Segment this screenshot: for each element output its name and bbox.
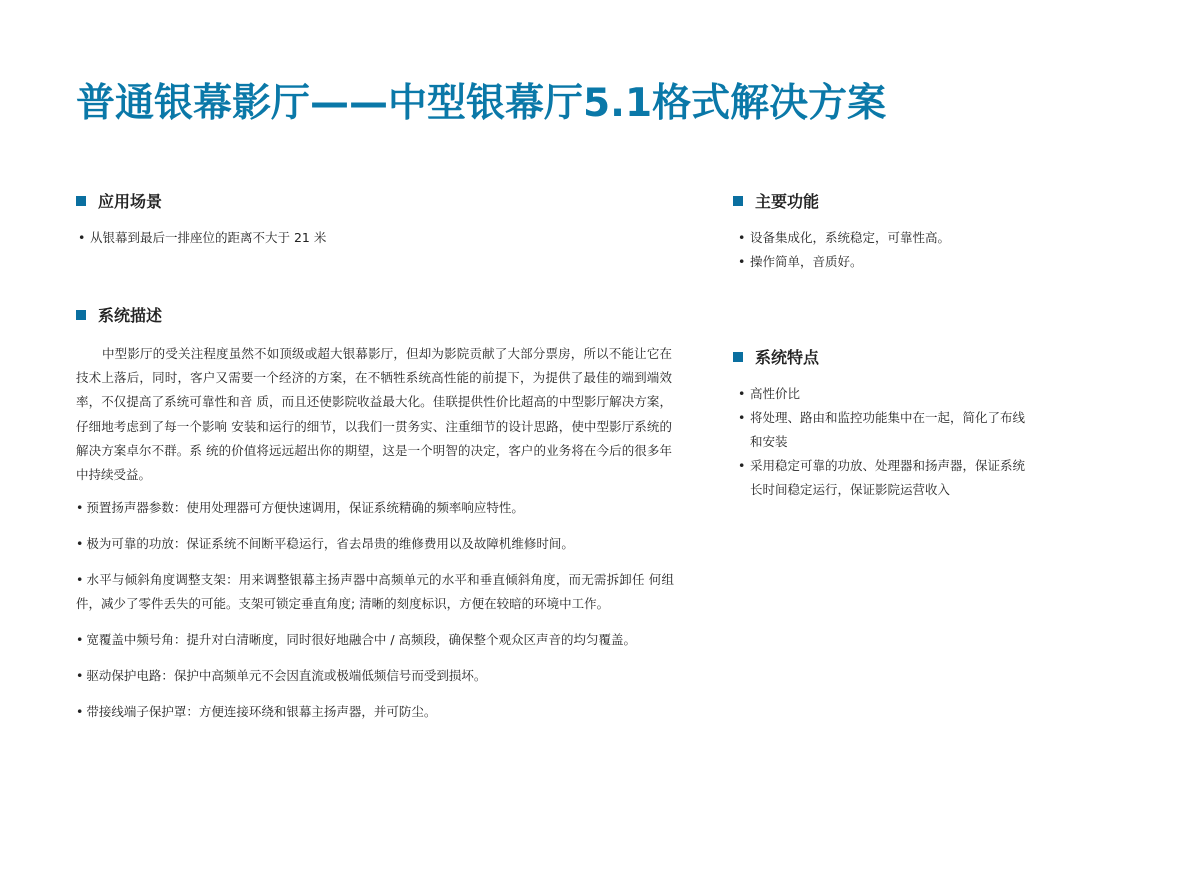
application-heading-label: 应用场景 [98, 192, 163, 211]
system-features-list [736, 382, 1036, 502]
feature-text: 带接线端子保护罩：方便连接环绕和银幕主扬声器，并可防尘。 [86, 704, 437, 719]
feature-text: 宽覆盖中频号角：提升对白清晰度，同时很好地融合中 / 高频段，确保整个观众区声音的均匀覆盖。 [86, 632, 637, 647]
feature-item [76, 664, 674, 688]
feature-text: 水平与倾斜角度调整支架：用来调整银幕主扬声器中高频单元的水平和垂直倾斜角度，而无需拆卸任 何组件，减少了零件丢失的可能。支架可锁定垂直角度; 清晰的刻度标识，方便在较暗的环境中工作。 [76, 572, 674, 611]
list-item: • 操作简单，音质好。 [736, 250, 1036, 274]
system-features-heading-label: 系统特点 [755, 348, 820, 367]
page-title: 普通银幕影厅——中型银幕厅5.1格式解决方案 [76, 81, 887, 126]
bullet-dot-icon: • [76, 572, 84, 587]
main-functions-heading-label: 主要功能 [755, 192, 820, 211]
main-functions-heading [733, 189, 819, 212]
feature-text: 极为可靠的功放：保证系统不间断平稳运行，省去昂贵的维修费用以及故障机维修时间。 [86, 536, 574, 551]
feature-item [76, 568, 674, 616]
bullet-dot-icon: • [76, 536, 84, 551]
bullet-dot-icon: • [76, 668, 84, 683]
application-list [76, 226, 676, 250]
system-features-heading [733, 345, 819, 368]
square-bullet-icon [76, 310, 86, 320]
application-heading [76, 189, 162, 212]
bullet-dot-icon: • [76, 500, 84, 515]
bullet-dot-icon: • [76, 632, 84, 647]
bullet-dot-icon: • [76, 704, 84, 719]
list-item: • 将处理、路由和监控功能集中在一起，简化了布线和安装 [736, 406, 1036, 454]
feature-item [76, 628, 674, 652]
system-description-heading-label: 系统描述 [98, 306, 163, 325]
list-item: • 从银幕到最后一排座位的距离不大于 21 米 [76, 226, 676, 250]
feature-text: 预置扬声器参数：使用处理器可方便快速调用，保证系统精确的频率响应特性。 [86, 500, 524, 515]
square-bullet-icon [733, 196, 743, 206]
main-functions-list [736, 226, 1036, 274]
list-item: • 高性价比 [736, 382, 1036, 406]
feature-item [76, 700, 674, 724]
feature-list [76, 496, 674, 736]
feature-item [76, 532, 674, 556]
square-bullet-icon [76, 196, 86, 206]
system-description-paragraph: 中型影厅的受关注程度虽然不如顶级或超大银幕影厅，但却为影院贡献了大部分票房，所以不能让它在技术上落后，同时，客户又需要一个经济的方案，在不牺牲系统高性能的前提下，为提供了最佳的端到端效率，不仅提高了系统可靠性和音 质，而且还使影院收益最大化。佳联提供性价比超高的中型影厅解决方案，仔细地考虑到了每一个影响 安装和运行的细节，以我们一贯务实、注重细节的设计思路，使中型影厅系统的解决方案卓尔不群。系 统的价值将远远超出你的期望，这是一个明智的决定，客户的业务将在今后的很多年中持续受益。 [76, 346, 672, 483]
system-description-heading [76, 303, 162, 326]
list-item: • 采用稳定可靠的功放、处理器和扬声器，保证系统长时间稳定运行，保证影院运营收入 [736, 454, 1036, 502]
list-item: • 设备集成化，系统稳定，可靠性高。 [736, 226, 1036, 250]
feature-item [76, 496, 674, 520]
feature-text: 驱动保护电路：保护中高频单元不会因直流或极端低频信号而受到损坏。 [86, 668, 487, 683]
square-bullet-icon [733, 352, 743, 362]
